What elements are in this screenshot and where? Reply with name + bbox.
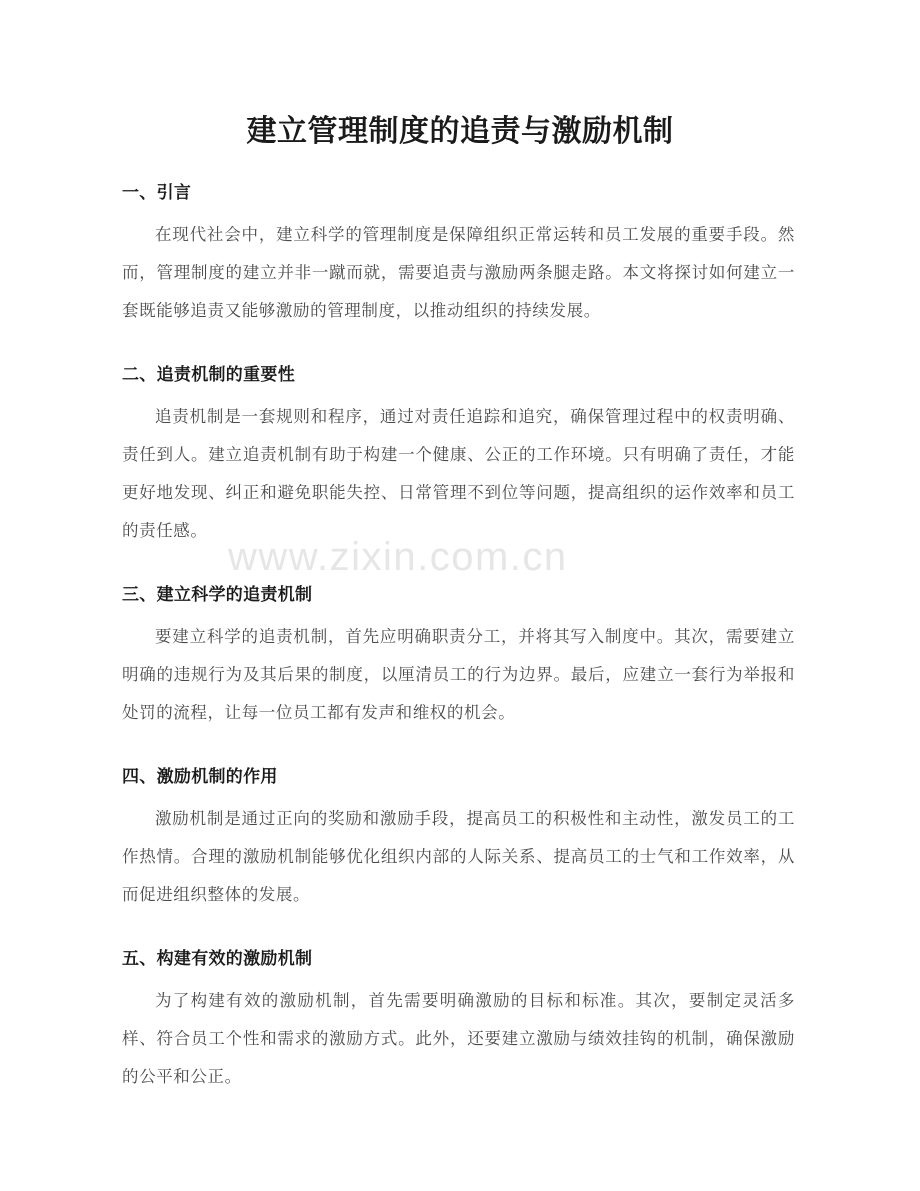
section-introduction bbox=[0, 154, 920, 344]
section-heading: 二、追责机制的重要性 bbox=[122, 365, 295, 385]
section-build-accountability bbox=[0, 564, 920, 746]
section-paragraph: 激励机制是通过正向的奖励和激励手段，提高员工的积极性和主动性，激发员工的工作热情。合理的激励机制能够优化组织内部的人际关系、提高员工的士气和工作效率，从而促进组织整体的发展。 bbox=[122, 809, 795, 904]
page-title: 建立管理制度的追责与激励机制 bbox=[246, 114, 674, 149]
section-heading: 四、激励机制的作用 bbox=[122, 767, 278, 787]
section-paragraph: 为了构建有效的激励机制，首先需要明确激励的目标和标准。其次，要制定灵活多样、符合员工个性和需求的激励方式。此外，还要建立激励与绩效挂钩的机制，确保激励的公平和公正。 bbox=[122, 991, 795, 1086]
section-accountability-importance bbox=[0, 344, 920, 564]
section-heading: 一、引言 bbox=[122, 183, 192, 203]
section-paragraph: 要建立科学的追责机制，首先应明确职责分工，并将其写入制度中。其次，需要建立明确的违规行为及其后果的制度，以厘清员工的行为边界。最后，应建立一套行为举报和处罚的流程，让每一位员工都有发声和维权的机会。 bbox=[122, 627, 795, 722]
section-build-incentive bbox=[0, 928, 920, 1110]
section-paragraph: 追责机制是一套规则和程序，通过对责任追踪和追究，确保管理过程中的权责明确、责任到人。建立追责机制有助于构建一个健康、公正的工作环境。只有明确了责任，才能更好地发现、纠正和避免职能失控、日常管理不到位等问题，提高组织的运作效率和员工的责任感。 bbox=[122, 407, 795, 540]
section-heading: 三、建立科学的追责机制 bbox=[122, 585, 313, 605]
section-heading: 五、构建有效的激励机制 bbox=[122, 949, 313, 969]
watermark-text: www.zixin.com.cn bbox=[228, 535, 568, 579]
section-incentive-role bbox=[0, 746, 920, 928]
section-paragraph: 在现代社会中，建立科学的管理制度是保障组织正常运转和员工发展的重要手段。然而，管理制度的建立并非一蹴而就，需要追责与激励两条腿走路。本文将探讨如何建立一套既能够追责又能够激励的管理制度，以推动组织的持续发展。 bbox=[122, 225, 795, 320]
